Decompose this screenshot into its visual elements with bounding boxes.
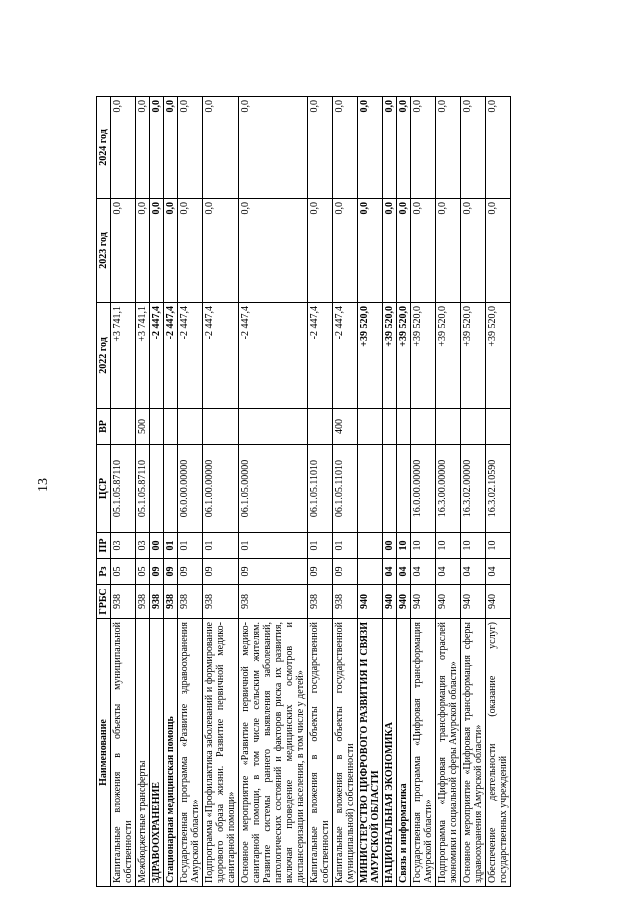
cell-rz: 05 (136, 559, 150, 585)
cell-2022: +39 520,0 (486, 303, 511, 409)
table-row (411, 97, 436, 887)
cell-rz: 04 (397, 559, 411, 585)
cell-2023: 0,0 (486, 199, 511, 303)
cell-grbs: 938 (308, 585, 333, 619)
cell-2024: 0,0 (411, 97, 436, 199)
header-vr: ВР (97, 409, 111, 445)
table-row (486, 97, 511, 887)
cell-grbs: 938 (178, 585, 203, 619)
table-row (150, 97, 164, 887)
cell-pr: 00 (150, 533, 164, 559)
cell-2023: 0,0 (436, 199, 461, 303)
cell-2023: 0,0 (111, 199, 136, 303)
cell-name: Капитальные вложения в объекты государственной (муниципальной) собственности (333, 619, 358, 887)
cell-pr: 03 (111, 533, 136, 559)
cell-vr (358, 409, 383, 445)
cell-2024: 0,0 (178, 97, 203, 199)
cell-grbs: 938 (239, 585, 308, 619)
cell-vr (203, 409, 239, 445)
table-row (136, 97, 150, 887)
cell-2022: +3 741,1 (111, 303, 136, 409)
table-row (203, 97, 239, 887)
cell-grbs: 940 (486, 585, 511, 619)
cell-2024: 0,0 (333, 97, 358, 199)
cell-2022: -2 447,4 (239, 303, 308, 409)
table-row (383, 97, 397, 887)
cell-grbs: 940 (358, 585, 383, 619)
cell-grbs: 940 (397, 585, 411, 619)
cell-name: Подпрограмма «Профилактика заболеваний и формирование здорового образа жизни. Развитие первичной медико-санитарной помощи» (203, 619, 239, 887)
table-row (178, 97, 203, 887)
cell-2024: 0,0 (136, 97, 150, 199)
table-row (397, 97, 411, 887)
cell-2023: 0,0 (411, 199, 436, 303)
cell-csr: 16.0.00.00000 (411, 445, 436, 533)
cell-2024: 0,0 (308, 97, 333, 199)
cell-2024: 0,0 (203, 97, 239, 199)
cell-name: Обеспечение деятельности (оказание услуг) государственных учреждений (486, 619, 511, 887)
cell-rz: 09 (178, 559, 203, 585)
cell-pr: 01 (203, 533, 239, 559)
cell-csr (397, 445, 411, 533)
cell-rz: 09 (308, 559, 333, 585)
cell-pr: 10 (461, 533, 486, 559)
cell-2022: +39 520,0 (383, 303, 397, 409)
cell-grbs: 940 (436, 585, 461, 619)
cell-pr: 01 (239, 533, 308, 559)
cell-2022: +3 741,1 (136, 303, 150, 409)
cell-csr: 05.1.05.87110 (111, 445, 136, 533)
cell-vr (486, 409, 511, 445)
cell-rz (358, 559, 383, 585)
cell-rz: 04 (486, 559, 511, 585)
cell-name: Стационарная медицинская помощь (164, 619, 178, 887)
cell-grbs: 940 (461, 585, 486, 619)
cell-pr: 10 (486, 533, 511, 559)
cell-2023: 0,0 (397, 199, 411, 303)
cell-grbs: 938 (136, 585, 150, 619)
cell-csr: 06.1.05.00000 (239, 445, 308, 533)
cell-grbs: 938 (203, 585, 239, 619)
table-row (436, 97, 461, 887)
cell-rz: 04 (461, 559, 486, 585)
cell-pr: 01 (333, 533, 358, 559)
cell-2024: 0,0 (358, 97, 383, 199)
cell-rz: 09 (239, 559, 308, 585)
table-header-row (97, 97, 111, 887)
cell-vr (150, 409, 164, 445)
cell-grbs: 938 (333, 585, 358, 619)
budget-table (96, 96, 511, 887)
cell-csr: 16.3.02.00000 (461, 445, 486, 533)
header-2024: 2024 год (97, 97, 111, 199)
cell-rz: 09 (150, 559, 164, 585)
header-pr: ПР (97, 533, 111, 559)
cell-csr (358, 445, 383, 533)
table-row (239, 97, 308, 887)
cell-pr (358, 533, 383, 559)
table-row (358, 97, 383, 887)
cell-grbs: 938 (150, 585, 164, 619)
cell-csr: 06.1.05.11010 (308, 445, 333, 533)
table-row (461, 97, 486, 887)
cell-2023: 0,0 (136, 199, 150, 303)
cell-vr (164, 409, 178, 445)
cell-2023: 0,0 (178, 199, 203, 303)
cell-grbs: 940 (383, 585, 397, 619)
rotated-table-container (96, 97, 606, 887)
header-grbs: ГРБС (97, 585, 111, 619)
cell-2024: 0,0 (397, 97, 411, 199)
cell-name: МИНИСТЕРСТВО ЦИФРОВОГО РАЗВИТИЯ И СВЯЗИ АМУРСКОЙ ОБЛАСТИ (358, 619, 383, 887)
cell-2022: -2 447,4 (164, 303, 178, 409)
cell-pr: 03 (136, 533, 150, 559)
cell-name: НАЦИОНАЛЬНАЯ ЭКОНОМИКА (383, 619, 397, 887)
cell-csr (164, 445, 178, 533)
cell-vr: 400 (333, 409, 358, 445)
table-row (111, 97, 136, 887)
cell-2023: 0,0 (164, 199, 178, 303)
cell-grbs: 940 (411, 585, 436, 619)
cell-2024: 0,0 (150, 97, 164, 199)
cell-2024: 0,0 (436, 97, 461, 199)
cell-csr: 06.0.00.00000 (178, 445, 203, 533)
table-body (111, 97, 511, 887)
cell-name: Подпрограмма «Цифровая трансформация отраслей экономики и социальной сферы Амурской области» (436, 619, 461, 887)
cell-pr: 10 (397, 533, 411, 559)
table-row (164, 97, 178, 887)
cell-2022: +39 520,0 (436, 303, 461, 409)
cell-pr: 10 (436, 533, 461, 559)
cell-pr: 00 (383, 533, 397, 559)
cell-rz: 04 (411, 559, 436, 585)
cell-name: Государственная программа «Развитие здравоохранения Амурской области» (178, 619, 203, 887)
header-rz: Рз (97, 559, 111, 585)
cell-grbs: 938 (164, 585, 178, 619)
cell-2024: 0,0 (486, 97, 511, 199)
cell-rz: 05 (111, 559, 136, 585)
cell-2022: +39 520,0 (461, 303, 486, 409)
cell-csr: 16.3.02.10590 (486, 445, 511, 533)
cell-2022: -2 447,4 (203, 303, 239, 409)
cell-2023: 0,0 (203, 199, 239, 303)
cell-grbs: 938 (111, 585, 136, 619)
cell-name: Основное мероприятие «Цифровая трансформация сферы здравоохранения Амурской области» (461, 619, 486, 887)
cell-pr: 10 (411, 533, 436, 559)
cell-vr: 500 (136, 409, 150, 445)
cell-vr (436, 409, 461, 445)
cell-rz: 04 (436, 559, 461, 585)
cell-2024: 0,0 (383, 97, 397, 199)
cell-name: Связь и информатика (397, 619, 411, 887)
cell-2023: 0,0 (461, 199, 486, 303)
cell-pr: 01 (308, 533, 333, 559)
cell-csr: 05.1.05.87110 (136, 445, 150, 533)
cell-name: Межбюджетные трансферты (136, 619, 150, 887)
cell-rz: 09 (333, 559, 358, 585)
cell-name: Капитальные вложения в объекты муниципальной собственности (111, 619, 136, 887)
cell-vr (383, 409, 397, 445)
cell-2023: 0,0 (333, 199, 358, 303)
cell-vr (397, 409, 411, 445)
cell-2023: 0,0 (150, 199, 164, 303)
cell-vr (178, 409, 203, 445)
table-row (333, 97, 358, 887)
cell-2024: 0,0 (461, 97, 486, 199)
page-number: 13 (36, 478, 51, 492)
cell-rz: 04 (383, 559, 397, 585)
cell-rz: 09 (203, 559, 239, 585)
cell-2022: -2 447,4 (308, 303, 333, 409)
cell-csr: 06.1.05.11010 (333, 445, 358, 533)
cell-vr (461, 409, 486, 445)
header-2022: 2022 год (97, 303, 111, 409)
cell-2022: -2 447,4 (150, 303, 164, 409)
cell-2024: 0,0 (111, 97, 136, 199)
cell-pr: 01 (178, 533, 203, 559)
cell-2022: -2 447,4 (333, 303, 358, 409)
header-name: Наименование (97, 619, 111, 887)
cell-vr (308, 409, 333, 445)
cell-csr: 06.1.00.00000 (203, 445, 239, 533)
cell-name: ЗДРАВООХРАНЕНИЕ (150, 619, 164, 887)
cell-vr (411, 409, 436, 445)
cell-csr (150, 445, 164, 533)
cell-2023: 0,0 (383, 199, 397, 303)
cell-2023: 0,0 (239, 199, 308, 303)
cell-2022: +39 520,0 (397, 303, 411, 409)
cell-vr (239, 409, 308, 445)
cell-2022: +39 520,0 (358, 303, 383, 409)
cell-2024: 0,0 (239, 97, 308, 199)
header-2023: 2023 год (97, 199, 111, 303)
table-row (308, 97, 333, 887)
cell-2023: 0,0 (358, 199, 383, 303)
cell-name: Государственная программа «Цифровая трансформация Амурской области» (411, 619, 436, 887)
cell-name: Капитальные вложения в объекты государственной собственности (308, 619, 333, 887)
cell-rz: 09 (164, 559, 178, 585)
cell-2023: 0,0 (308, 199, 333, 303)
cell-vr (111, 409, 136, 445)
cell-pr: 01 (164, 533, 178, 559)
cell-2024: 0,0 (164, 97, 178, 199)
header-csr: ЦСР (97, 445, 111, 533)
cell-2022: +39 520,0 (411, 303, 436, 409)
cell-2022: -2 447,4 (178, 303, 203, 409)
cell-name: Основное мероприятие «Развитие первичной медико-санитарной помощи, в том числе сельским жителям. Развитие системы раннего выявления заболеваний, патологических состояний и факторов риска их развития, включая проведение медицинских осмотров и диспансеризации населения, в том числе у детей» (239, 619, 308, 887)
cell-csr (383, 445, 397, 533)
cell-csr: 16.3.00.00000 (436, 445, 461, 533)
